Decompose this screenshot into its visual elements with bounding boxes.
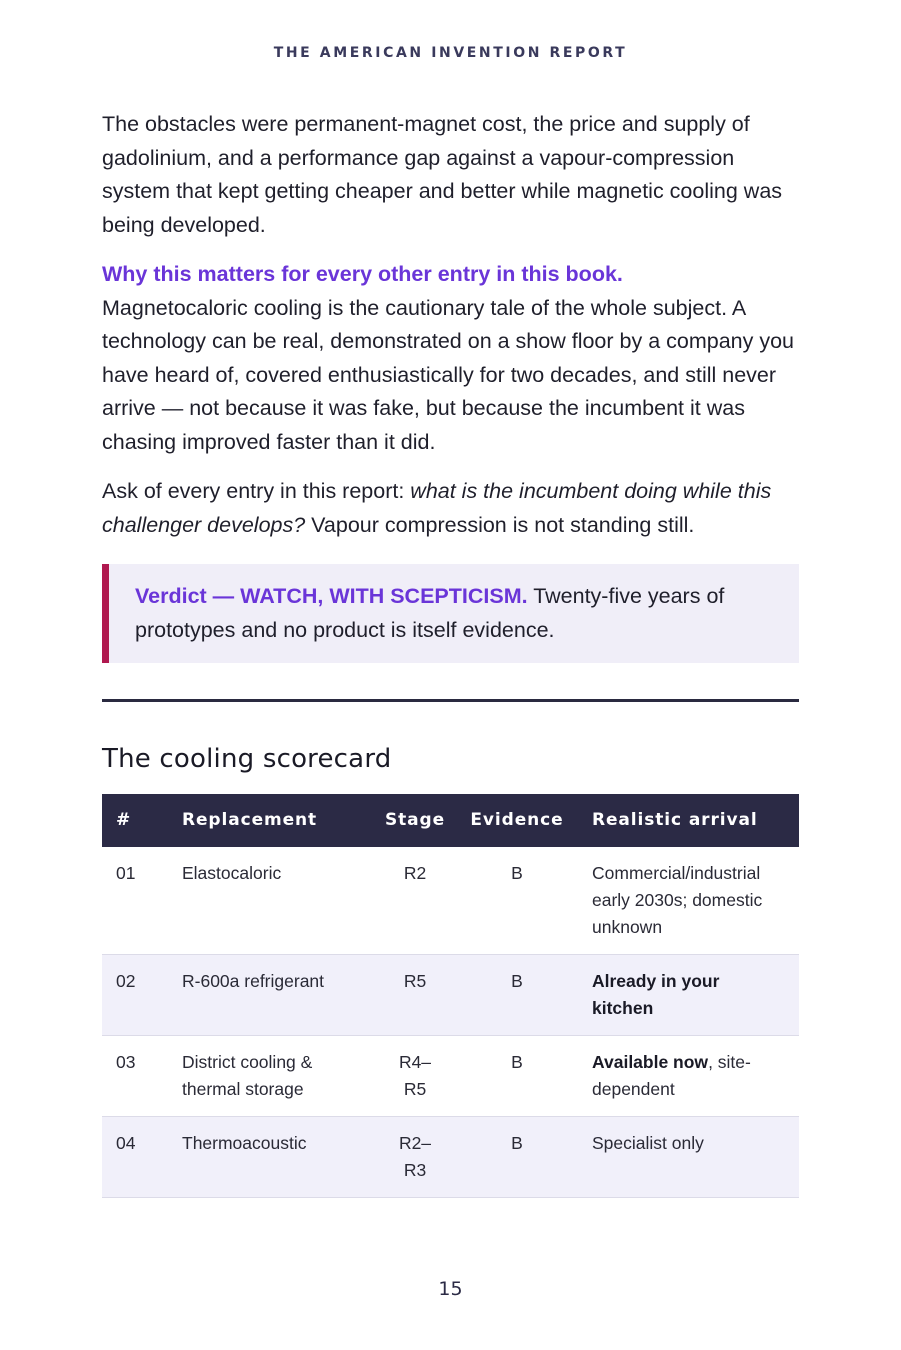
cell-arrival: [576, 847, 799, 955]
cell-evidence: B: [458, 955, 576, 1036]
table-row: [102, 1117, 799, 1198]
page-content: [102, 108, 799, 1198]
cell-evidence: B: [458, 1117, 576, 1198]
cell-arrival: [576, 1036, 799, 1117]
running-header: THE AMERICAN INVENTION REPORT: [273, 45, 628, 61]
table-row: [102, 847, 799, 955]
table-row: [102, 955, 799, 1036]
cell-replacement: District cooling & thermal storage: [182, 1036, 372, 1117]
cell-arrival-bold: Already in your kitchen: [592, 971, 720, 1018]
verdict-text: [135, 580, 779, 647]
cell-stage: R2: [372, 847, 458, 955]
cell-number: 02: [102, 955, 182, 1036]
cell-stage: [372, 1036, 458, 1117]
cell-arrival-text: , site-dependent: [592, 1052, 751, 1099]
paragraph-ask-before: Ask of every entry in this report:: [102, 479, 411, 503]
cell-evidence: B: [458, 1036, 576, 1117]
scorecard-title: The cooling scorecard: [102, 744, 392, 774]
paragraph-ask-italic: what is the incumbent doing while this challenger develops?: [102, 479, 772, 537]
verdict-callout: [102, 564, 799, 663]
paragraph-ask-after: Vapour compression is not standing still.: [305, 512, 695, 537]
section-divider: [102, 699, 799, 702]
cell-number: 03: [102, 1036, 182, 1117]
column-header-number: #: [116, 810, 132, 830]
paragraph-lead-heading: Why this matters for every other entry in this book.: [102, 262, 623, 286]
cell-stage-text: R4–R5: [398, 1052, 432, 1099]
cell-arrival-text: Specialist only: [592, 1133, 704, 1153]
verdict-body: Twenty-five years of prototypes and no product is itself evidence.: [135, 584, 725, 642]
verdict-label: Verdict — WATCH, WITH SCEPTICISM.: [135, 584, 528, 608]
column-header-arrival: Realistic arrival: [592, 810, 758, 830]
table-header-row: [102, 794, 799, 847]
cell-stage: [372, 1117, 458, 1198]
cell-replacement: Elastocaloric: [182, 847, 372, 955]
page-number: 15: [438, 1278, 463, 1300]
cell-number: 04: [102, 1117, 182, 1198]
paragraph-ask: [102, 475, 799, 542]
cell-stage: R5: [372, 955, 458, 1036]
paragraph-why-text: Magnetocaloric cooling is the cautionary tale of the whole subject. A technology can be real, demonstrated on a show floor by a company you have heard of, covered enthusiastically for two decades, and still never arrive — not because it was fake, but because the incumbent it was chasing improved faster than it did.: [102, 295, 794, 454]
cell-arrival-text: Commercial/industrial early 2030s; domestic unknown: [592, 863, 763, 937]
scorecard-table: [102, 794, 799, 1198]
column-header-stage: Stage: [384, 810, 446, 830]
cell-number: 01: [102, 847, 182, 955]
cell-arrival: [576, 955, 799, 1036]
column-header-replacement: Replacement: [182, 810, 318, 830]
cell-replacement: Thermoacoustic: [182, 1117, 372, 1198]
cell-stage-text: R2–R3: [398, 1133, 432, 1180]
paragraph-why-it-matters: [102, 258, 799, 459]
cell-arrival-bold: Available now: [592, 1052, 709, 1072]
cell-evidence: B: [458, 847, 576, 955]
cell-arrival: [576, 1117, 799, 1198]
table-row: [102, 1036, 799, 1117]
paragraph-obstacles: The obstacles were permanent-magnet cost, the price and supply of gadolinium, and a performance gap against a vapour-compression system that kept getting cheaper and better while magnetic cooling was being developed.: [102, 112, 783, 237]
cell-replacement: R-600a refrigerant: [182, 955, 372, 1036]
column-header-evidence: Evidence: [470, 810, 564, 830]
